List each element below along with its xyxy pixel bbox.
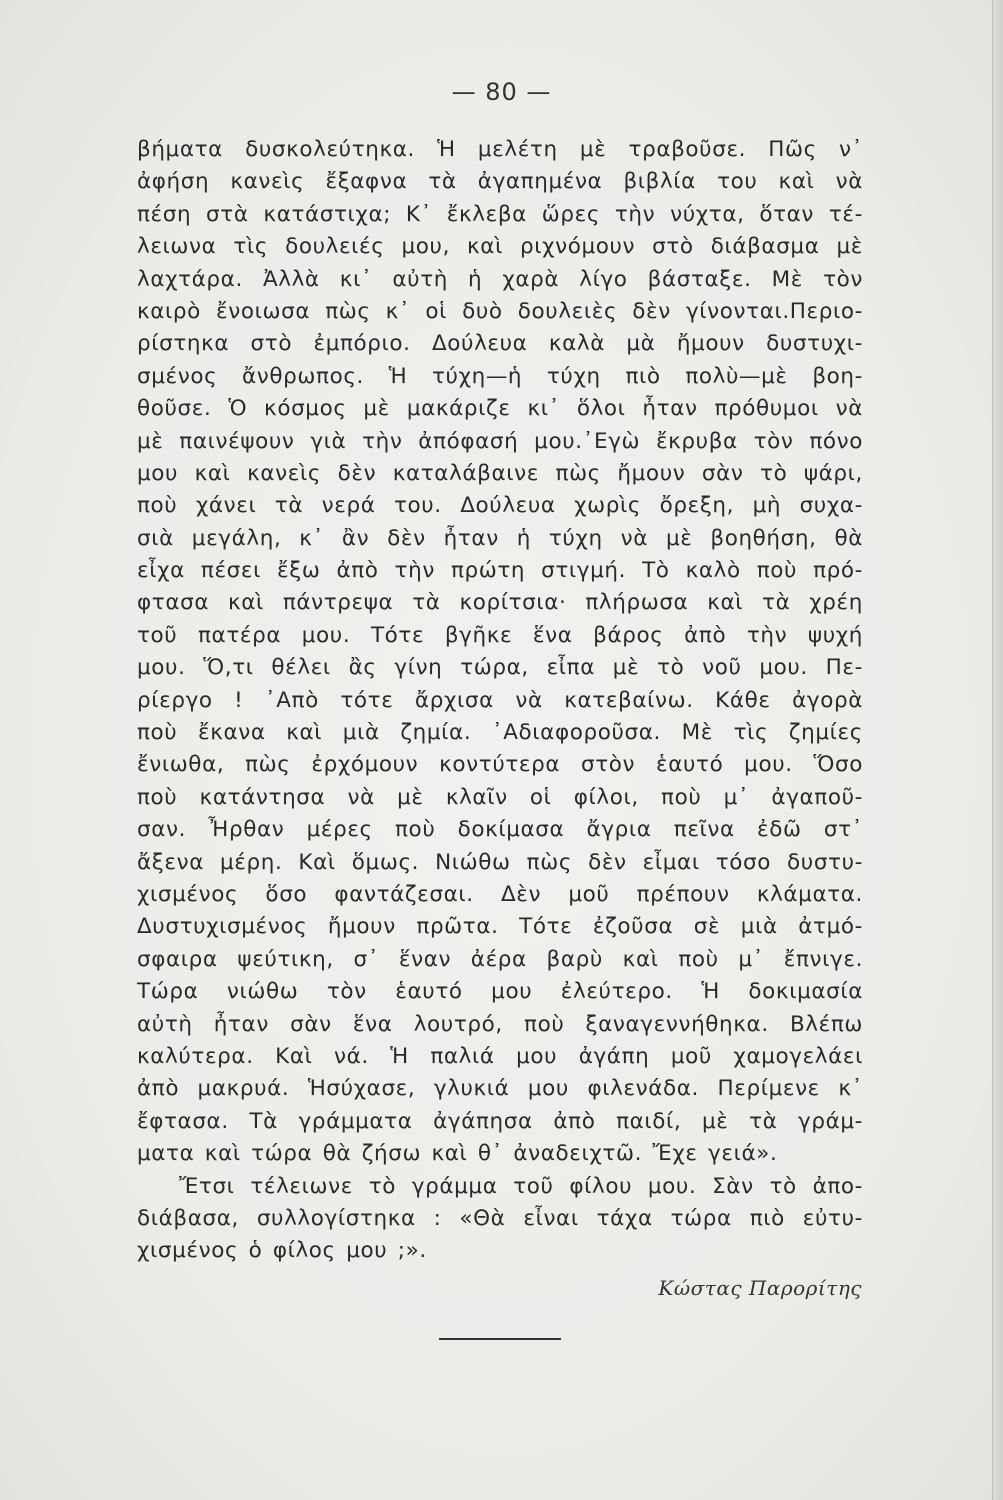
text-line: λειωνα τὶς δουλειές μου, καὶ ριχνόμουν στὸ διάβασμα μὲ	[137, 234, 863, 260]
text-line: Δυστυχισμένος ἤμουν πρῶτα. Τότε ἐζοῦσα σὲ μιὰ ἀτμό-	[137, 914, 863, 940]
text-line: εἶχα πέσει ἔξω ἀπὸ τὴν πρώτη στιγμή. Τὸ καλὸ ποὺ πρό-	[137, 558, 863, 584]
paragraph-start-line: Ἔτσι τέλειωνε τὸ γράμμα τοῦ φίλου μου. Σὰν τὸ ἀπο-	[179, 1173, 863, 1199]
text-line: σαν. Ἦρθαν μέρες ποὺ δοκίμασα ἄγρια πεῖνα ἐδῶ στ᾽	[137, 817, 863, 843]
text-line: Τώρα νιώθω τὸν ἑαυτό μου ἐλεύτερο. Ἡ δοκιμασία	[137, 979, 863, 1005]
text-line: ἄξενα μέρη. Καὶ ὅμως. Νιώθω πὼς δὲν εἶμαι τόσο δυστυ-	[137, 849, 863, 875]
text-line: θοῦσε. Ὁ κόσμος μὲ μακάριζε κι᾽ ὅλοι ἦταν πρόθυμοι νὰ	[137, 396, 863, 422]
text-line: τοῦ πατέρα μου. Τότε βγῆκε ἕνα βάρος ἀπὸ τὴν ψυχή	[137, 622, 863, 648]
text-line: ποὺ κατάντησα νὰ μὲ κλαῖν οἱ φίλοι, ποὺ μ᾽ ἀγαποῦ-	[137, 784, 863, 810]
text-line: χισμένος ὁ φίλος μου ;».	[137, 1238, 427, 1264]
text-line: χισμένος ὅσο φαντάζεσαι. Δὲν μοῦ πρέπουν κλάματα.	[137, 881, 863, 907]
page-edge	[992, 0, 1003, 1500]
text-line: ἀφήση κανεὶς ἔξαφνα τὰ ἀγαπημένα βιβλία του καὶ νὰ	[137, 169, 863, 195]
text-line: αὐτὴ ἦταν σὰν ἕνα λουτρό, ποὺ ξαναγεννήθηκα. Βλέπω	[137, 1011, 863, 1037]
text-line: σιὰ μεγάλη, κ᾽ ἂν δὲν ἦταν ἡ τύχη νὰ μὲ βοηθήση, θὰ	[137, 525, 863, 551]
text-line: ἔνιωθα, πὼς ἐρχόμουν κοντύτερα στὸν ἑαυτό μου. Ὅσο	[137, 752, 863, 778]
text-line: ποὺ χάνει τὰ νερά του. Δούλευα χωρὶς ὄρεξη, μὴ συχα-	[137, 493, 863, 519]
text-line: βήματα δυσκολεύτηκα. Ἡ μελέτη μὲ τραβοῦσε. Πῶς ν᾽	[137, 137, 863, 162]
page-number: — 80 —	[451, 78, 552, 106]
text-line: σφαιρα ψεύτικη, σ᾽ ἕναν ἀέρα βαρὺ καὶ ποὺ μ᾽ ἔπνιγε.	[137, 946, 863, 972]
text-line: διάβασα, συλλογίστηκα : «Θὰ εἶναι τάχα τώρα πιὸ εὐτυ-	[137, 1205, 863, 1231]
text-line: ἔφτασα. Τὰ γράμματα ἀγάπησα ἀπὸ παιδί, μὲ τὰ γράμ-	[137, 1108, 863, 1134]
text-line: σμένος ἄνθρωπος. Ἡ τύχη—ἡ τύχη πιὸ πολὺ—μὲ βοη-	[137, 363, 863, 389]
text-line: μου. Ὅ,τι θέλει ἂς γίνη τώρα, εἶπα μὲ τὸ νοῦ μου. Πε-	[137, 655, 863, 681]
author-signature: Κώστας Παρορίτης	[658, 1276, 862, 1300]
text-line: καιρὸ ἔνοιωσα πὼς κ᾽ οἱ δυὸ δουλειὲς δὲν γίνονται.Περιο-	[137, 298, 863, 324]
text-line: μου καὶ κανεὶς δὲν καταλάβαινε πὼς ἤμουν σὰν τὸ ψάρι,	[137, 460, 863, 486]
text-line: μὲ παινέψουν γιὰ τὴν ἀπόφασή μου.᾽Εγὼ ἔκρυβα τὸν πόνο	[137, 428, 863, 454]
text-line: ρίστηκα στὸ ἐμπόριο. Δούλευα καλὰ μὰ ἤμουν δυστυχι-	[137, 331, 863, 357]
text-line: λαχτάρα. Ἀλλὰ κι᾽ αὐτὴ ἡ χαρὰ λίγο βάσταξε. Μὲ τὸν	[137, 266, 863, 292]
end-divider	[439, 1338, 561, 1340]
text-line: πέση στὰ κατάστιχα; Κ᾽ ἔκλεβα ὥρες τὴν νύχτα, ὅταν τέ-	[137, 201, 863, 227]
text-line: ρίεργο ! ᾽Απὸ τότε ἄρχισα νὰ κατεβαίνω. Κάθε ἀγορὰ	[137, 687, 863, 713]
text-line: ἀπὸ μακρυά. Ἡσύχασε, γλυκιά μου φιλενάδα. Περίμενε κ᾽	[137, 1076, 863, 1102]
text-line: ποὺ ἔκανα καὶ μιὰ ζημία. ᾽Αδιαφοροῦσα. Μὲ τὶς ζημίες	[137, 720, 863, 746]
body-text	[137, 134, 863, 1268]
text-line: φτασα καὶ πάντρεψα τὰ κορίτσια· πλήρωσα καὶ τὰ χρέη	[137, 590, 863, 616]
text-line: καλύτερα. Καὶ νά. Ἡ παλιά μου ἀγάπη μοῦ χαμογελάει	[137, 1043, 863, 1069]
text-line: ματα καὶ τώρα θὰ ζήσω καὶ θ᾽ ἀναδειχτῶ. Ἔχε γειά».	[137, 1141, 778, 1167]
